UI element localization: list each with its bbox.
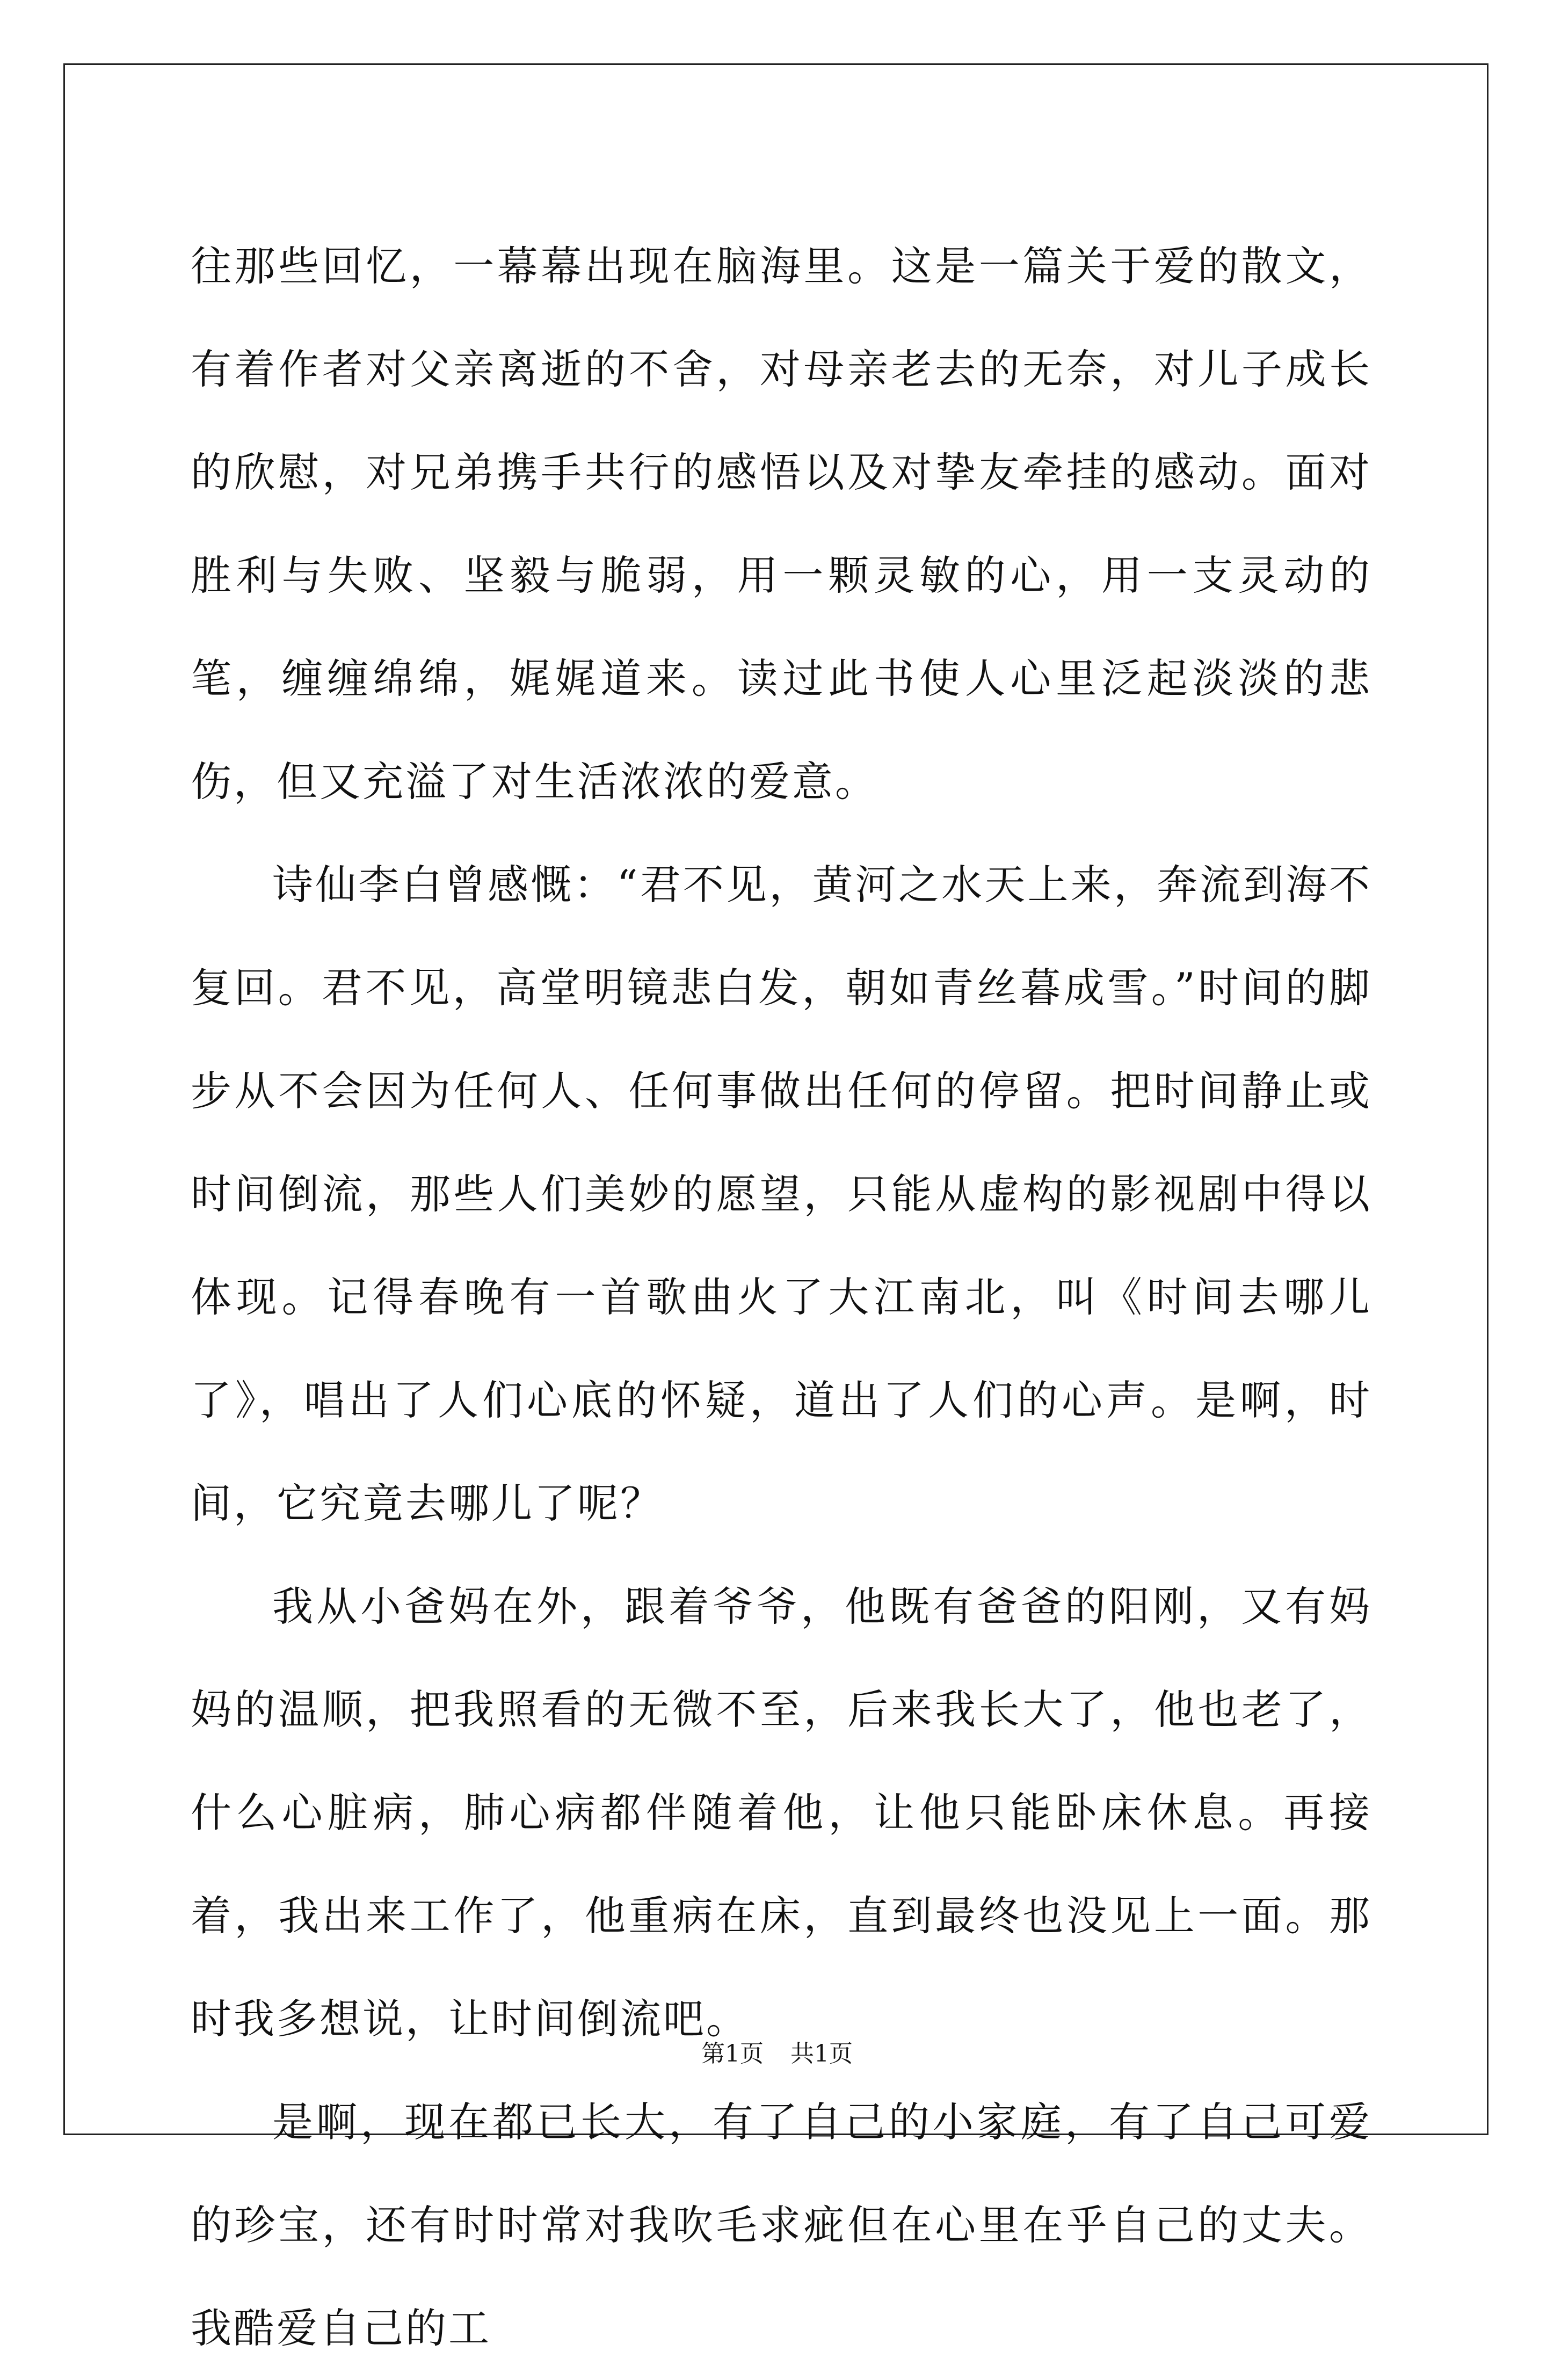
- page-footer: [0, 2038, 1554, 2070]
- paragraph-3: 我从小爸妈在外，跟着爷爷，他既有爸爸的阳刚，又有妈妈的温顺，把我照看的无微不至，后来我长大了，他也老了，什么心脏病，肺心病都伴随着他，让他只能卧床休息。再接着，我出来工作了，他重病在床，直到最终也没见上一面。那时我多想说，让时间倒流吧。: [191, 1583, 1372, 2043]
- paragraph-1: 往那些回忆，一幕幕出现在脑海里。这是一篇关于爱的散文，有着作者对父亲离逝的不舍，对母亲老去的无奈，对儿子成长的欣慰，对兄弟携手共行的感悟以及对挚友牵挂的感动。面对胜利与失败、坚毅与脆弱，用一颗灵敏的心，用一支灵动的笔，缠缠绵绵，娓娓道来。读过此书使人心里泛起淡淡的悲伤，但又充溢了对生活浓浓的爱意。: [191, 242, 1372, 806]
- page-number: 第1页: [701, 2040, 764, 2067]
- paragraph-4: 是啊，现在都已长大，有了自己的小家庭，有了自己可爱的珍宝，还有时时常对我吹毛求疵但在心里在乎自己的丈夫。我酷爱自己的工: [191, 2098, 1372, 2352]
- page-total: 共1页: [790, 2040, 853, 2067]
- paragraph-2: 诗仙李白曾感慨：“君不见，黄河之水天上来，奔流到海不复回。君不见，高堂明镜悲白发，朝如青丝暮成雪。”时间的脚步从不会因为任何人、任何事做出任何的停留。把时间静止或时间倒流，那些人们美妙的愿望，只能从虚构的影视剧中得以体现。记得春晚有一首歌曲火了大江南北，叫《时间去哪儿了》，唱出了人们心底的怀疑，道出了人们的心声。是啊，时间，它究竟去哪儿了呢？: [191, 861, 1372, 1527]
